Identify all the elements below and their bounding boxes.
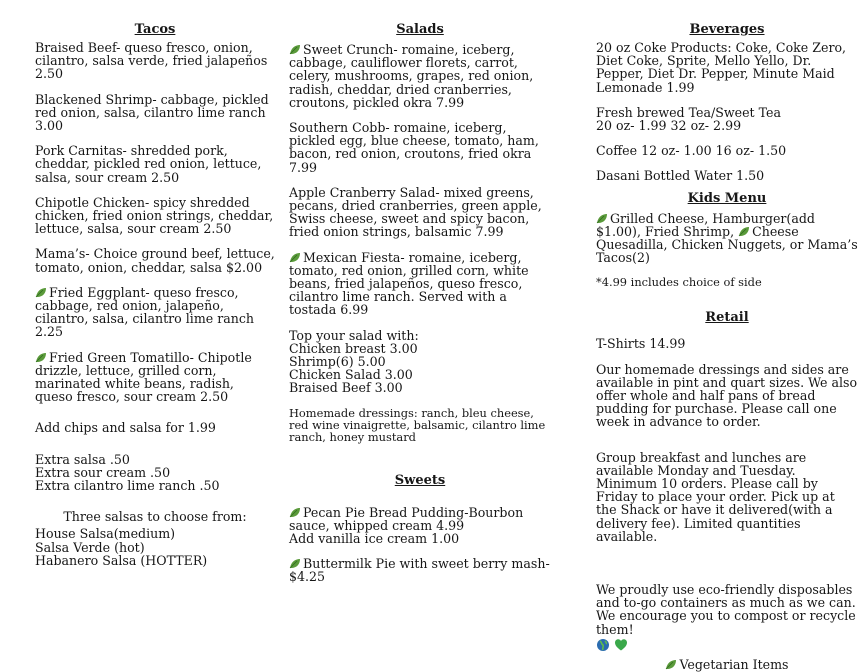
salad-item: Southern Cobb- romaine, iceberg, pickled egg, blue cheese, tomato, ham, bacon, red onion, croutons, fried okra 7.99 [289,120,539,175]
topping-item: Chicken Salad 3.00 [289,367,413,383]
beverages-heading: Beverages [689,22,765,37]
globe-icon [596,638,610,652]
leaf-icon [289,252,301,263]
topping-item: Braised Beef 3.00 [289,380,403,396]
kids-heading: Kids Menu [687,190,767,206]
green-heart-icon [614,638,628,652]
beverage-item: Coffee 12 oz- 1.00 16 oz- 1.50 [596,143,787,159]
leaf-icon [289,507,301,518]
leaf-icon [665,659,677,670]
taco-item: Fried Green Tomatillo- Chipotle drizzle, lettuce, grilled corn, marinated white beans, radish, queso fresco, sour cream 2.50 [35,349,252,405]
salads-column [289,22,551,584]
extras-list [35,453,275,493]
taco-item: Mama’s- Choice ground beef, lettuce, tomato, onion, cheddar, salsa $2.00 [35,246,275,275]
beverage-item: 20 oz- 1.99 32 oz- 2.99 [596,118,742,134]
kids-note: *4.99 includes choice of side [596,275,762,290]
leaf-icon [738,226,750,237]
extra-item: Extra sour cream .50 [35,464,171,480]
extra-item: Extra salsa .50 [35,451,130,467]
tacos-column [35,22,275,567]
toppings-title: Top your salad with: [289,327,419,343]
kids-items: Grilled Cheese, Hamburger(add $1.00), Fried Shrimp, Cheese Quesadilla, Chicken Nuggets, or Mama’s Tacos(2) [596,210,858,266]
taco-item: Fried Eggplant- queso fresco, cabbage, red onion, jalapeño, cilantro, salsa, cilantro lime ranch 2.25 [35,284,255,340]
dressings-text: Homemade dressings: ranch, bleu cheese, red wine vinaigrette, balsamic, cilantro lime ranch, honey mustard [289,405,546,444]
leaf-icon [35,352,47,363]
beverage-item: Dasani Bottled Water 1.50 [596,168,765,184]
leaf-icon [35,287,47,298]
leaf-icon [596,213,608,224]
leaf-icon [289,44,301,55]
sweets-heading: Sweets [394,472,446,488]
salsa-item: House Salsa(medium) [35,526,176,542]
topping-item: Chicken breast 3.00 [289,340,418,356]
tshirts-text: T-Shirts 14.99 [596,336,686,352]
salsas-list [35,527,275,567]
retail-paragraph: Our homemade dressings and sides are available in pint and quart sizes. We also offer whole and half pans of bread pudding for purchase. Please call one week in advance to order. [596,361,858,430]
vegetarian-legend: Vegetarian Items [596,658,858,671]
salads-heading: Salads [396,22,444,37]
taco-item: Braised Beef- queso fresco, onion, cilantro, salsa verde, fried jalapeños 2.50 [35,40,268,82]
topping-item: Shrimp(6) 5.00 [289,354,386,370]
toppings-list [289,329,551,395]
eco-paragraph: We proudly use eco-friendly disposables and to-go containers as much as we can. We encourage you to compost or recycle them! [596,583,858,652]
retail-heading: Retail [705,310,749,326]
salad-item: Sweet Crunch- romaine, iceberg, cabbage, cauliflower florets, carrot, celery, mushrooms, grapes, red onion, radish, cheddar, dried cranberries, croutons, pickled okra 7.99 [289,42,534,110]
sweet-item: Buttermilk Pie with sweet berry mash- $4.25 [289,556,550,585]
sweet-item: Add vanilla ice cream 1.00 [289,531,460,547]
salsa-item: Habanero Salsa (HOTTER) [35,552,208,568]
beverage-item: 20 oz Coke Products: Coke, Coke Zero, Diet Coke, Sprite, Mello Yello, Dr. Pepper, Diet Dr. Pepper, Minute Maid Lemonade 1.99 [596,40,847,95]
tacos-heading: Tacos [134,22,176,37]
taco-item: Pork Carnitas- shredded pork, cheddar, pickled red onion, lettuce, salsa, sour cream 2.50 [35,143,262,185]
salsa-item: Salsa Verde (hot) [35,539,145,555]
group-orders-paragraph: Group breakfast and lunches are available Monday and Tuesday. Minimum 10 orders. Please call by Friday to place your order. Pick up at the Shack or have it delivered(with a delivery fee). Limited quantities available. [596,449,835,544]
chips-text: Add chips and salsa for 1.99 [35,420,216,436]
salsas-title: Three salsas to choose from: [63,509,247,525]
beverage-item: Fresh brewed Tea/Sweet Tea [596,104,782,120]
salad-item: Mexican Fiesta- romaine, iceberg, tomato, red onion, grilled corn, white beans, fried jalapeños, queso fresco, cilantro lime ranch. Served with a tostada 6.99 [289,249,529,318]
beverages-column [596,22,858,671]
leaf-icon [289,558,301,569]
taco-item: Blackened Shrimp- cabbage, pickled red onion, salsa, cilantro lime ranch 3.00 [35,91,269,134]
sweet-item: Pecan Pie Bread Pudding-Bourbon sauce, whipped cream 4.99 [289,504,524,533]
extra-item: Extra cilantro lime ranch .50 [35,478,220,494]
salad-item: Apple Cranberry Salad- mixed greens, pecans, dried cranberries, green apple, Swiss cheese, sweet and spicy bacon, fried onion strings, balsamic 7.99 [289,184,542,240]
taco-item: Chipotle Chicken- spicy shredded chicken, fried onion strings, cheddar, lettuce, salsa, sour cream 2.50 [35,194,274,237]
